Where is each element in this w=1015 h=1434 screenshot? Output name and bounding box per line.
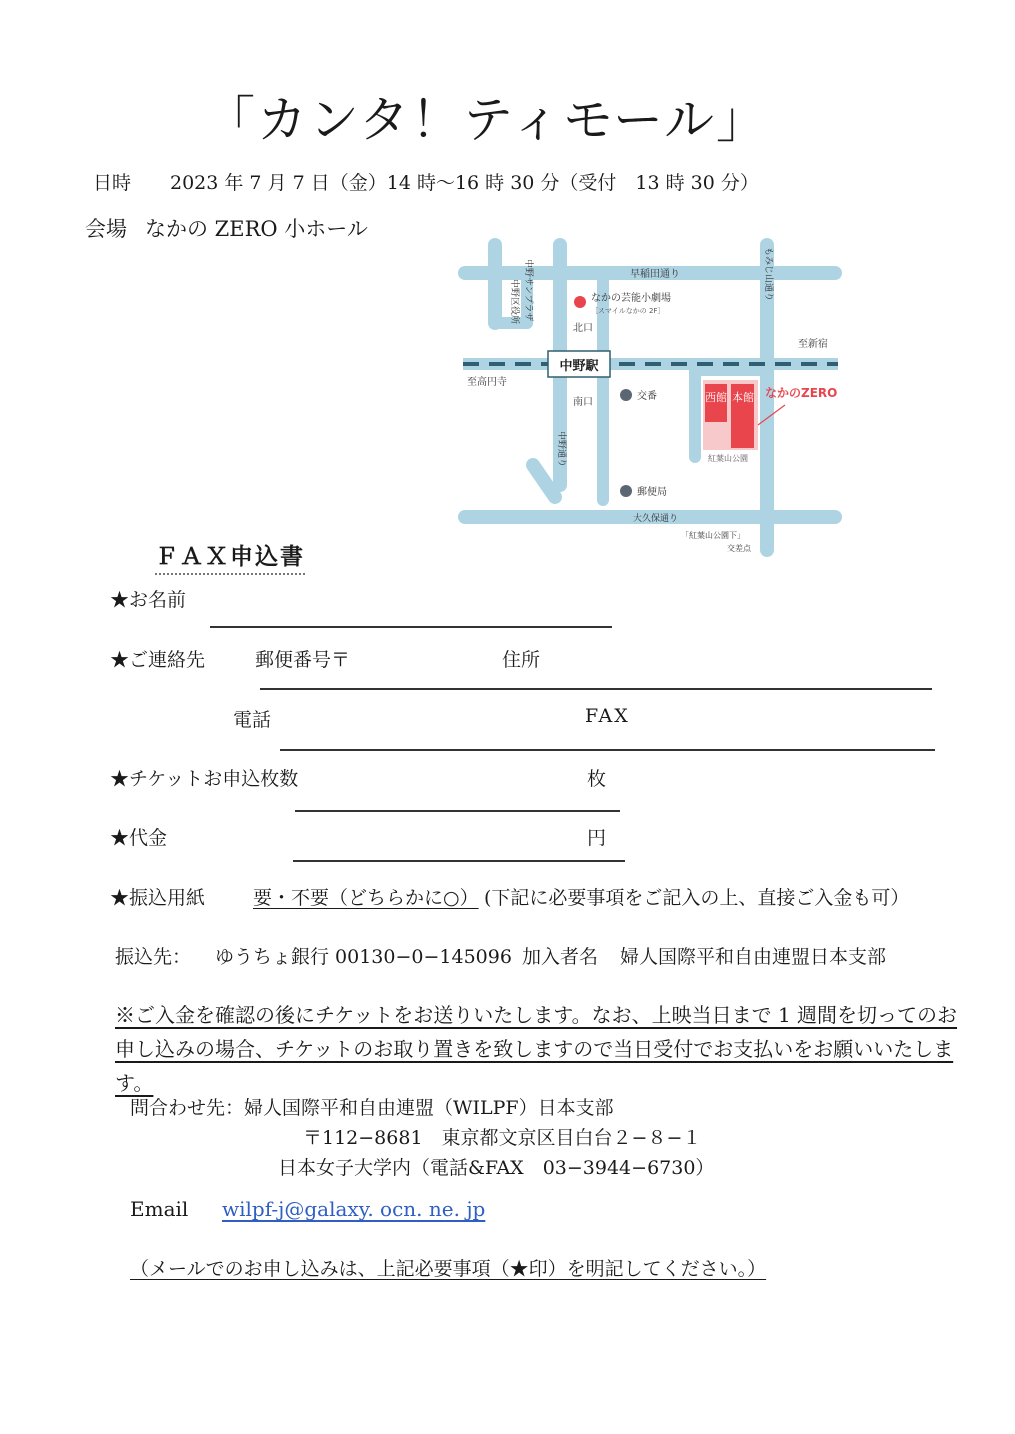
price-label: ★代金: [110, 827, 168, 849]
map-geino-label: なかの芸能小劇場: [591, 293, 671, 304]
map-smile-label: ［スマイルなかの 2F］: [591, 307, 665, 315]
email-link[interactable]: wilpf-j@galaxy. ocn. ne. jp: [222, 1197, 486, 1221]
map-station-label: 中野駅: [559, 359, 599, 374]
transfer-label: 振込先：: [115, 946, 192, 968]
theater-marker-icon: [574, 296, 586, 308]
slip-note: (下記に必要事項をご記入の上、直接ご入金も可）: [484, 887, 910, 909]
map-momiji-label: もみじ山通り: [763, 247, 773, 302]
footer-note: （メールでのお申し込みは、上記必要事項（★印）を明記してください。）: [130, 1258, 767, 1280]
tickets-field[interactable]: [295, 810, 620, 812]
postal-label: 郵便番号〒: [255, 649, 351, 671]
map-kitaguchi-label: 北口: [573, 323, 593, 334]
slip-label: ★振込用紙: [110, 887, 206, 909]
map-waseda-label: 早稲田通り: [630, 269, 680, 280]
map-kuyakusho-label: 中野区役所: [509, 279, 519, 325]
name-field[interactable]: [210, 626, 612, 628]
map-nakano-dori-label: 中野通り: [556, 431, 566, 468]
datetime-value: 2023 年 7 月 7 日（金）14 時〜16 時 30 分（受付 13 時 30 分）: [170, 172, 759, 194]
map-okubo-label: 大久保通り: [633, 514, 679, 524]
venue-label: 会場: [85, 217, 127, 241]
map-koenji-label: 至高円寺: [467, 377, 507, 388]
map-minamiguchi-label: 南口: [573, 397, 593, 408]
transfer-holder-label: 加入者名: [522, 946, 599, 968]
payment-notice: [115, 998, 960, 1100]
map-koban-label: 交番: [637, 391, 657, 402]
tickets-unit: 枚: [587, 768, 607, 790]
police-box-marker-icon: [620, 389, 632, 401]
map-shinjuku-label: 至新宿: [798, 339, 828, 350]
map-yubinkyoku-label: 郵便局: [637, 487, 667, 498]
map-park-label: 紅葉山公園: [708, 454, 748, 463]
name-label: ★お名前: [110, 589, 187, 611]
fax-form-heading: ＦＡＸ申込書: [155, 538, 305, 575]
map-crossing2-label: 交差点: [727, 544, 751, 553]
datetime-label: 日時: [93, 172, 132, 194]
postal-address-field[interactable]: [260, 688, 932, 690]
map-honkan-label: 本館: [732, 391, 754, 404]
map-sunplaza-label: 中野サンプラザ: [523, 259, 533, 322]
map-crossing1-label: 「紅葉山公園下」: [681, 531, 745, 540]
phone-fax-field[interactable]: [280, 749, 935, 751]
contact-label: ★ご連絡先: [110, 649, 206, 671]
fax-label: FAX: [585, 705, 630, 727]
map-nishikan-label: 西館: [705, 391, 727, 404]
price-unit: 円: [587, 827, 607, 849]
price-field[interactable]: [293, 860, 625, 862]
address-label: 住所: [502, 649, 541, 671]
tickets-label: ★チケットお申込枚数: [110, 768, 299, 790]
slip-choice[interactable]: 要・不要（どちらかに○）: [253, 887, 479, 909]
payment-notice-text: ※ご入金を確認の後にチケットをお送りいたします。なお、上映当日まで 1 週間を切ってのお申し込みの場合、チケットのお取り置きを致しますので当日受付でお支払いをお願いいたします。: [115, 1003, 958, 1095]
event-title: 「カンタ！ティモール」: [205, 91, 768, 149]
phone-label: 電話: [233, 709, 272, 731]
map-zero-label: なかのZERO: [765, 386, 838, 400]
venue-value: なかの ZERO 小ホール: [145, 217, 368, 241]
transfer-bank: ゆうちょ銀行 00130−0−145096: [215, 946, 512, 968]
inquiry-line2: 〒112−8681 東京都文京区目白台２−８−１: [303, 1127, 702, 1149]
venue-map: [455, 235, 850, 560]
email-label: Email: [130, 1197, 189, 1221]
inquiry-line3: 日本女子大学内（電話&FAX 03−3944−6730）: [278, 1157, 715, 1179]
inquiry-line1: 問合わせ先：婦人国際平和自由連盟（WILPF）日本支部: [130, 1097, 614, 1119]
post-office-marker-icon: [620, 485, 632, 497]
transfer-holder: 婦人国際平和自由連盟日本支部: [620, 946, 887, 968]
